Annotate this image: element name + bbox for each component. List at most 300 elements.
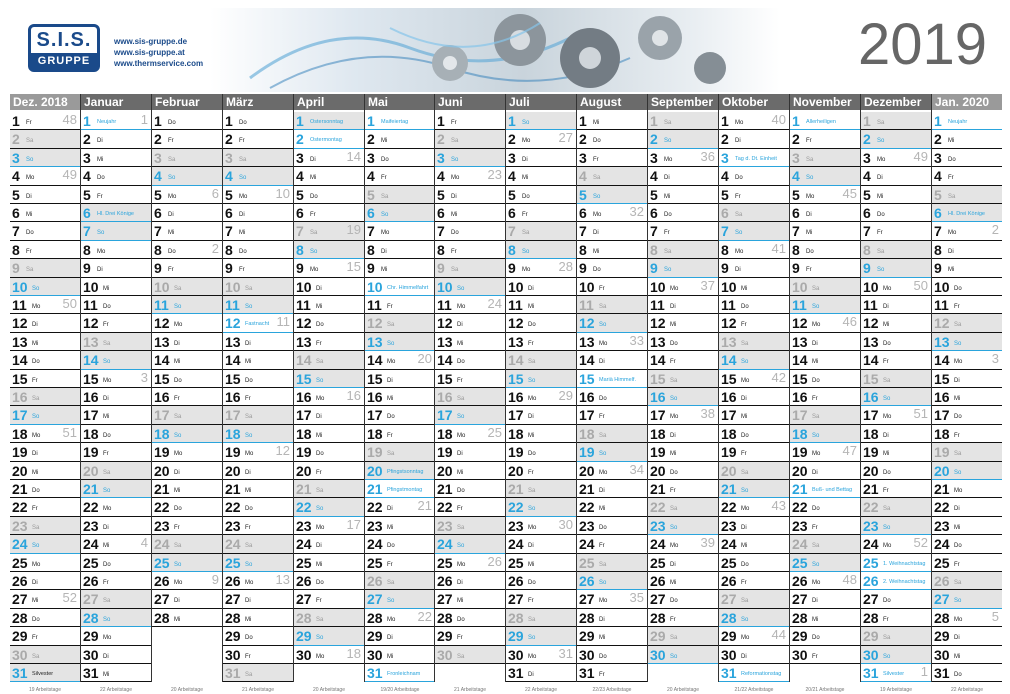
day-row <box>506 222 576 240</box>
day-row <box>365 406 435 424</box>
weekday-label: Fr <box>883 616 889 623</box>
day-row <box>790 590 860 608</box>
day-row <box>506 167 576 185</box>
day-number: 3 <box>863 149 871 166</box>
day-row <box>932 609 1002 627</box>
day-number: 23 <box>437 517 453 534</box>
url-2: www.sis-gruppe.at <box>114 48 185 57</box>
day-row <box>506 462 576 480</box>
weekday-label: Mo <box>883 414 892 421</box>
day-number: 24 <box>508 536 524 553</box>
day-number: 10 <box>579 278 595 295</box>
weekday-label: Mi <box>97 156 104 163</box>
weekday-label: Mo <box>599 340 608 347</box>
day-row <box>577 609 647 627</box>
weekday-label: Fr <box>806 267 812 274</box>
day-row <box>577 130 647 148</box>
day-number: 22 <box>508 499 524 516</box>
day-number: 19 <box>721 444 737 461</box>
weekday-label: Mo <box>812 322 821 329</box>
weekday-label: So <box>664 267 672 274</box>
day-number: 11 <box>437 297 452 313</box>
weekday-label: Di <box>245 598 251 605</box>
weekday-label: Di <box>670 561 676 568</box>
weekday-label: Mo <box>741 506 750 513</box>
day-row <box>648 204 718 222</box>
weekday-label: Mi <box>806 230 813 237</box>
weekday-label: So <box>735 230 743 237</box>
day-row <box>435 130 505 148</box>
day-number: 26 <box>721 573 737 589</box>
day-row <box>223 590 293 608</box>
weekday-label: Mo <box>239 193 248 200</box>
day-row <box>152 572 222 590</box>
day-number: 4 <box>12 168 20 185</box>
day-number: 31 <box>934 665 950 681</box>
weekday-label: Do <box>599 524 607 531</box>
weekday-label: Mi <box>948 138 955 145</box>
weekday-label: Fr <box>168 138 174 145</box>
working-days-footer: 19 Arbeitstage <box>880 687 912 694</box>
day-number: 7 <box>934 223 942 240</box>
day-row <box>648 314 718 332</box>
day-row <box>932 462 1002 480</box>
day-row <box>790 406 860 424</box>
day-number: 4 <box>721 168 729 185</box>
day-row <box>719 222 789 240</box>
day-number: 30 <box>296 646 312 663</box>
month-header: Dezember <box>861 94 931 110</box>
day-number: 13 <box>12 333 28 350</box>
weekday-label: Mi <box>316 432 323 439</box>
weekday-label: So <box>103 359 111 366</box>
day-number: 4 <box>650 168 658 185</box>
day-number: 4 <box>579 168 587 185</box>
month-column <box>648 94 718 694</box>
day-row <box>223 204 293 222</box>
day-number: 17 <box>792 407 808 424</box>
day-number: 29 <box>792 628 808 645</box>
day-number: 27 <box>508 591 524 608</box>
day-number: 29 <box>934 628 950 645</box>
weekday-label: Mi <box>381 267 388 274</box>
day-row <box>81 314 151 332</box>
day-row <box>648 149 718 167</box>
weekday-label: Fr <box>316 340 322 347</box>
day-row <box>152 443 222 461</box>
day-row <box>294 646 364 664</box>
day-number: 4 <box>508 168 516 185</box>
day-row <box>435 646 505 664</box>
day-row <box>861 462 931 480</box>
day-number: 24 <box>296 536 312 553</box>
weekday-label: Sa <box>735 212 743 218</box>
weekday-label: So <box>245 304 253 310</box>
weekday-label: Fr <box>812 653 818 660</box>
day-number: 5 <box>650 186 658 203</box>
day-row <box>577 572 647 590</box>
day-row <box>932 535 1002 553</box>
week-number: 27 <box>558 130 573 146</box>
weekday-label: Fr <box>741 580 747 586</box>
weekday-label: So <box>174 561 182 568</box>
month-header: Dez. 2018 <box>10 94 80 110</box>
weekday-label: So <box>174 304 182 310</box>
day-number: 20 <box>579 462 595 479</box>
weekday-label: Do <box>245 377 253 384</box>
day-number: 28 <box>650 609 666 626</box>
week-number: 17 <box>346 516 361 532</box>
day-row <box>294 351 364 369</box>
day-row <box>223 186 293 204</box>
day-number: 21 <box>934 481 950 497</box>
day-number: 17 <box>863 407 879 424</box>
day-row <box>577 351 647 369</box>
day-number: 3 <box>934 149 942 166</box>
day-row <box>719 480 789 498</box>
day-row <box>577 462 647 480</box>
day-number: 6 <box>792 205 800 221</box>
holiday-label: Silvester <box>883 671 905 677</box>
weekday-label: Mi <box>599 635 606 642</box>
weekday-label: Di <box>174 469 180 476</box>
day-number: 21 <box>508 481 524 497</box>
day-row <box>365 480 435 498</box>
day-row <box>435 388 505 406</box>
day-number: 28 <box>934 609 950 626</box>
day-row <box>719 296 789 314</box>
weekday-label: Mi <box>670 451 677 458</box>
day-number: 21 <box>225 481 241 497</box>
weekday-label: So <box>599 451 607 458</box>
day-row <box>932 186 1002 204</box>
day-row <box>506 554 576 572</box>
day-number: 4 <box>934 168 942 185</box>
weekday-label: So <box>954 598 962 605</box>
day-number: 8 <box>437 241 445 258</box>
weekday-label: Di <box>664 175 670 182</box>
day-number: 15 <box>367 370 383 387</box>
weekday-label: Mo <box>954 359 963 366</box>
day-number: 8 <box>367 241 375 258</box>
day-number: 14 <box>154 352 170 369</box>
day-row <box>223 278 293 296</box>
day-row <box>10 149 80 167</box>
day-row <box>648 370 718 388</box>
weekday-label: Mo <box>310 267 319 274</box>
day-number: 21 <box>296 481 312 497</box>
holiday-label: Fastnacht <box>245 321 270 328</box>
day-row <box>932 370 1002 388</box>
day-row <box>719 351 789 369</box>
day-number: 8 <box>508 241 516 258</box>
day-number: 26 <box>437 573 453 589</box>
day-row <box>719 443 789 461</box>
day-row <box>152 590 222 608</box>
weekday-label: Mi <box>245 616 252 623</box>
weekday-label: Mi <box>26 212 33 218</box>
day-number: 25 <box>792 554 808 571</box>
day-number: 15 <box>83 370 99 387</box>
day-row <box>435 517 505 535</box>
week-number: 4 <box>140 535 148 551</box>
day-number: 7 <box>508 223 516 240</box>
day-row <box>223 443 293 461</box>
day-number: 6 <box>721 205 729 221</box>
weekday-label: Mi <box>451 212 458 218</box>
day-number: 14 <box>367 352 383 369</box>
holiday-label: Tag d. Dt. Einheit <box>735 155 777 162</box>
day-row <box>577 406 647 424</box>
weekday-label: Sa <box>528 359 536 366</box>
day-number: 11 <box>934 297 949 313</box>
weekday-label: Mo <box>103 635 112 642</box>
day-number: 2 <box>721 131 729 148</box>
day-row <box>365 646 435 664</box>
day-row <box>719 572 789 590</box>
day-number: 7 <box>83 223 91 240</box>
column-divider <box>293 94 294 682</box>
day-row <box>506 204 576 222</box>
day-number: 2 <box>579 131 587 148</box>
day-number: 22 <box>863 499 879 516</box>
weekday-label: Fr <box>97 193 103 200</box>
day-row <box>435 443 505 461</box>
day-number: 12 <box>579 315 595 332</box>
weekday-label: Sa <box>32 396 40 402</box>
day-row <box>790 259 860 277</box>
day-row <box>719 646 789 664</box>
day-number: 10 <box>367 278 383 295</box>
day-number: 16 <box>225 389 241 405</box>
weekday-label: Di <box>457 580 463 586</box>
weekday-label: Do <box>670 598 678 605</box>
day-number: 14 <box>437 352 453 369</box>
day-number: 5 <box>863 186 871 203</box>
month-column <box>861 94 931 694</box>
day-number: 19 <box>934 444 950 461</box>
day-row <box>81 406 151 424</box>
month-header: März <box>223 94 293 110</box>
day-number: 30 <box>12 646 28 663</box>
day-row <box>861 351 931 369</box>
day-number: 17 <box>225 407 241 424</box>
day-row <box>506 664 576 682</box>
day-row <box>648 222 718 240</box>
week-number: 39 <box>700 535 715 551</box>
weekday-label: Mo <box>32 432 41 439</box>
day-number: 13 <box>934 333 950 350</box>
weekday-label: So <box>239 175 247 182</box>
day-row <box>435 259 505 277</box>
day-row <box>81 627 151 645</box>
day-number: 24 <box>367 536 383 553</box>
weekday-label: So <box>97 230 105 237</box>
weekday-label: Sa <box>310 230 318 237</box>
weekday-label: Mo <box>670 285 679 292</box>
week-number: 50 <box>913 277 928 293</box>
day-row <box>10 130 80 148</box>
day-row <box>861 370 931 388</box>
day-row <box>577 149 647 167</box>
day-row <box>790 241 860 259</box>
day-row <box>152 149 222 167</box>
weekday-label: So <box>877 138 885 145</box>
month-header: November <box>790 94 860 110</box>
weekday-label: Mi <box>954 396 961 402</box>
day-row <box>294 149 364 167</box>
weekday-label: So <box>103 616 111 623</box>
day-row <box>10 112 80 130</box>
week-number: 30 <box>558 516 573 532</box>
weekday-label: Do <box>457 359 465 366</box>
week-number: 46 <box>842 314 857 330</box>
day-number: 26 <box>792 573 808 589</box>
day-number: 1 <box>437 113 445 129</box>
day-number: 25 <box>296 554 312 571</box>
day-row <box>435 149 505 167</box>
day-row <box>10 204 80 222</box>
day-number: 16 <box>154 389 170 405</box>
day-number: 18 <box>296 425 312 442</box>
day-number: 10 <box>863 278 879 295</box>
day-number: 6 <box>934 205 942 221</box>
day-number: 11 <box>296 297 311 313</box>
weekday-label: Mo <box>593 212 602 218</box>
day-number: 9 <box>792 260 800 277</box>
day-row <box>719 149 789 167</box>
weekday-label: Mo <box>528 524 537 531</box>
weekday-label: Mi <box>741 543 748 550</box>
day-number: 15 <box>12 370 28 387</box>
day-row <box>932 406 1002 424</box>
weekday-label: Sa <box>174 414 182 421</box>
url-3: www.thermservice.com <box>114 59 204 68</box>
day-row <box>365 388 435 406</box>
day-number: 9 <box>437 260 445 277</box>
day-row <box>648 186 718 204</box>
weekday-label: Mo <box>735 248 744 255</box>
day-row <box>435 204 505 222</box>
day-row <box>81 278 151 296</box>
day-row <box>365 112 435 130</box>
working-days-footer: 22 Arbeitstage <box>525 687 557 694</box>
weekday-label: So <box>528 377 536 384</box>
weekday-label: Fr <box>32 377 38 384</box>
day-row <box>81 112 151 130</box>
day-number: 10 <box>296 278 312 295</box>
day-row <box>577 443 647 461</box>
week-number: 3 <box>140 369 148 385</box>
day-number: 2 <box>934 131 942 148</box>
weekday-label: Mi <box>593 248 600 255</box>
day-row <box>152 167 222 185</box>
day-number: 18 <box>508 425 524 442</box>
day-number: 3 <box>508 149 516 166</box>
day-number: 30 <box>579 646 595 663</box>
weekday-label: So <box>32 285 40 292</box>
weekday-label: Do <box>954 543 962 550</box>
weekday-label: Di <box>451 193 457 200</box>
weekday-label: Fr <box>599 414 605 421</box>
day-row <box>294 406 364 424</box>
day-number: 23 <box>12 517 28 534</box>
day-number: 19 <box>154 444 170 461</box>
weekday-label: Mo <box>664 156 673 163</box>
day-number: 22 <box>296 499 312 516</box>
day-row <box>365 241 435 259</box>
weekday-label: Mo <box>245 580 254 586</box>
day-row <box>577 517 647 535</box>
day-row <box>932 130 1002 148</box>
day-number: 22 <box>650 499 666 516</box>
day-row <box>719 609 789 627</box>
day-number: 10 <box>154 278 170 295</box>
day-number: 27 <box>437 591 453 608</box>
weekday-label: Fr <box>599 285 605 292</box>
weekday-label: Sa <box>883 635 891 642</box>
day-number: 12 <box>83 315 99 332</box>
day-row <box>294 480 364 498</box>
weekday-label: Mo <box>174 451 183 458</box>
weekday-label: Di <box>735 267 741 274</box>
weekday-label: Mi <box>387 653 394 660</box>
day-number: 16 <box>650 389 666 405</box>
weekday-label: Do <box>954 672 962 678</box>
weekday-label: Di <box>528 285 534 292</box>
day-row <box>932 498 1002 516</box>
day-row <box>294 333 364 351</box>
day-row <box>435 186 505 204</box>
day-number: 30 <box>934 646 950 663</box>
day-number: 7 <box>721 223 729 240</box>
day-row <box>932 425 1002 443</box>
day-number: 15 <box>296 370 312 387</box>
day-number: 17 <box>12 407 28 424</box>
day-row <box>223 425 293 443</box>
day-number: 19 <box>367 444 383 461</box>
week-number: 1 <box>140 112 148 127</box>
day-row <box>577 241 647 259</box>
day-number: 23 <box>863 517 879 534</box>
logo-top-text: S.I.S. <box>36 29 92 51</box>
day-number: 21 <box>367 481 383 497</box>
month-column <box>294 94 364 694</box>
weekday-label: Di <box>599 616 605 623</box>
day-number: 5 <box>12 186 20 203</box>
month-column <box>365 94 435 694</box>
working-days-footer: 22 Arbeitstage <box>951 687 983 694</box>
day-row <box>506 406 576 424</box>
weekday-label: Do <box>32 359 40 366</box>
weekday-label: Mo <box>741 377 750 384</box>
day-number: 31 <box>508 665 524 681</box>
month-column <box>932 94 1002 694</box>
day-row <box>223 149 293 167</box>
weekday-label: Mi <box>741 414 748 421</box>
day-row <box>294 186 364 204</box>
day-number: 16 <box>934 389 950 405</box>
week-number: 22 <box>417 608 432 624</box>
column-divider <box>505 94 506 682</box>
day-row <box>152 259 222 277</box>
day-number: 23 <box>934 517 950 534</box>
day-number: 30 <box>437 646 453 663</box>
day-number: 26 <box>12 573 28 589</box>
day-row <box>81 167 151 185</box>
day-row <box>223 664 293 682</box>
day-row <box>81 186 151 204</box>
